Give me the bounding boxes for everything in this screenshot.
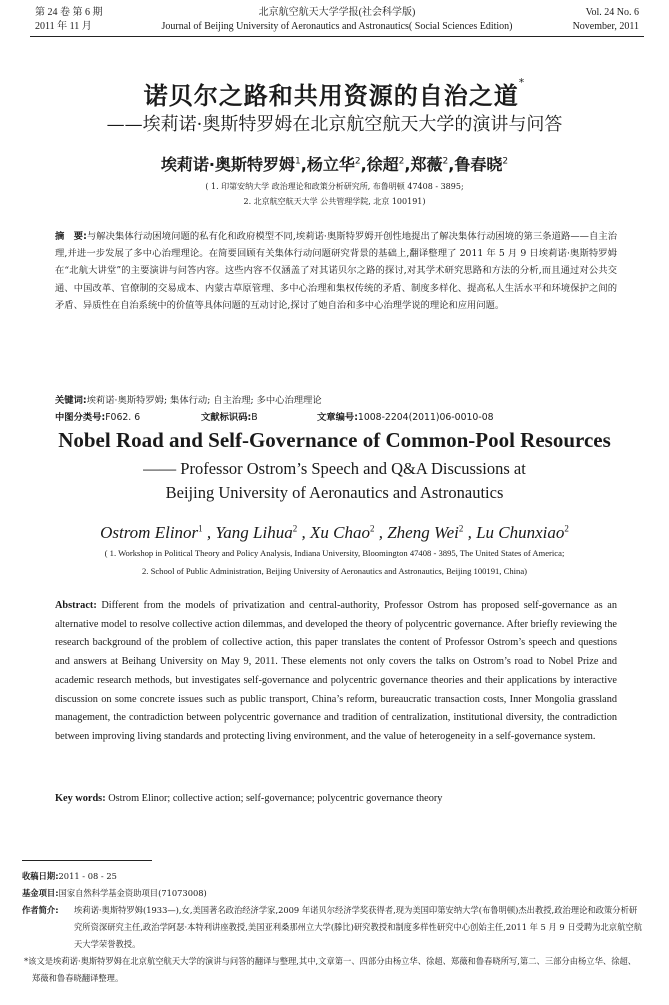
article-no-value: 1008-2204(2011)06-0010-08: [357, 412, 494, 423]
title-footnote-mark: *: [518, 76, 526, 89]
author-sup: 2: [292, 523, 298, 534]
keywords-text-en: Ostrom Elinor; collective action; self-governance; polycentric governance theory: [108, 793, 443, 804]
keywords-label-en: Key words:: [55, 793, 106, 804]
author-name-cn: 郑薇: [410, 155, 443, 174]
issue-date-en: November, 2011: [572, 21, 639, 32]
journal-name-cn: 北京航空航天大学学报(社会科学版): [258, 7, 416, 18]
doc-code-label: 文献标识码:: [201, 412, 252, 423]
english-title: Nobel Road and Self-Governance of Common-Pool Resources: [58, 428, 611, 452]
author-sup: 2: [502, 156, 509, 167]
issue-date-cn: 2011 年 11 月: [35, 21, 92, 32]
chinese-keywords: [55, 392, 617, 406]
author-name-cn: 埃莉诺·奥斯特罗姆: [160, 155, 296, 174]
english-keywords: [55, 793, 617, 804]
author-name-en: Lu Chunxiao: [476, 523, 565, 542]
abstract-label-en: Abstract:: [55, 600, 97, 611]
author-sup: 2: [369, 523, 375, 534]
author-name-en: Xu Chao: [309, 523, 370, 542]
keywords-text-cn: 埃莉诺·奥斯特罗姆; 集体行动; 自主治理; 多中心治理理论: [86, 395, 322, 406]
abstract-text-cn: 与解决集体行动困境问题的私有化和政府模型不同,埃莉诺·奥斯特罗姆开创性地提出了解决集体行动困境的第三条道路——自主治理,并进一步发展了多中心治理理论。在简要回顾有关集体行动问题研究背景的基础上,翻译整理了 2011 年 5 月 9 日埃莉诺·奥斯特罗姆在“北航大讲堂”的主要演讲与问答内容。这些内容不仅涵盖了对其诺贝尔之路的探讨,对其学术研究思路和方法的分析,而且通过对公共交通、中国改革、官僚制的交易成本、内蒙古草原管理、多中心治理和集权传统的矛盾、制度多样化、提高私人生活水平和环境保护之间的矛盾、异质性在自治系统中的价值等具体问题的互动讨论,探讨了她自治和多中心治理学说的理论和应用问题。: [55, 231, 618, 311]
author-sup: 2: [458, 523, 464, 534]
author-name-cn: 徐超: [366, 155, 399, 174]
doc-code-value: B: [251, 412, 258, 423]
chinese-title-text: 诺贝尔之路和共用资源的自治之道: [143, 82, 519, 110]
volume-issue-cn: 第 24 卷 第 6 期: [35, 7, 103, 18]
fund-label: 基金项目:: [22, 888, 59, 898]
footnote-rule: [22, 860, 152, 861]
author-sup: 2: [442, 156, 449, 167]
footnote-fund: [22, 885, 644, 902]
footnote-note: [22, 953, 644, 987]
author-name-en: Ostrom Elinor: [100, 523, 199, 542]
running-head: [35, 6, 639, 36]
chinese-subtitle: ——埃莉诺·奥斯特罗姆在北京航空航天大学的演讲与问答: [106, 114, 563, 135]
author-name-cn: 鲁春晓: [454, 155, 503, 174]
author-sup: 2: [564, 523, 569, 534]
footnotes: [22, 868, 644, 987]
chinese-affiliation-2: 2. 北京航空航天大学 公共管理学院, 北京 100191): [243, 197, 426, 206]
author-bio-value: 埃莉诺·奥斯特罗姆(1933—),女,美国著名政治经济学家,2009 年诺贝尔经济学奖获得者,现为美国印第安纳大学(布鲁明顿)杰出教授,政治理论和政策分析研究所资深研究主任,政治学阿瑟·本特利讲座教授,美国亚利桑那州立大学(滕比)研究教授和制度多样性研究中心创始主任,2011 年 5 月 9 日受聘为北京航空航天大学荣誉教授。: [74, 905, 642, 949]
header-rule: [30, 36, 644, 37]
author-bio-label: 作者简介:: [22, 905, 59, 915]
footnote-received: [22, 868, 644, 885]
fund-value: 国家自然科学基金资助项目(71073008): [58, 888, 207, 898]
author-name-en: Yang Lihua: [215, 523, 293, 542]
abstract-label-cn: 摘 要:: [55, 231, 87, 242]
received-label: 收稿日期:: [22, 871, 59, 881]
footnote-author: [22, 902, 644, 953]
clc-label: 中图分类号:: [55, 412, 106, 423]
english-affiliation-1: ( 1. Workshop in Political Theory and Policy Analysis, Indiana University, Bloomington 47408 - 3895, The United States of America;: [104, 548, 565, 558]
author-sup: 2: [354, 156, 361, 167]
author-sup: 1: [295, 156, 301, 167]
clc-value: F062. 6: [105, 412, 141, 423]
chinese-abstract: [55, 228, 617, 314]
article-no-label: 文章编号:: [317, 412, 358, 423]
received-value: 2011 - 08 - 25: [58, 871, 117, 881]
chinese-title: [0, 76, 669, 111]
note-mark: *: [24, 956, 29, 966]
journal-name-en: Journal of Beijing University of Aeronautics and Astronautics( Social Sciences Edition): [161, 21, 513, 32]
english-subtitle-line-1: —— Professor Ostrom’s Speech and Q&A Discussions at: [143, 459, 526, 478]
english-affiliation-2: 2. School of Public Administration, Beijing University of Aeronautics and Astronautics, Beijing 100191, China): [141, 566, 527, 576]
keywords-label-cn: 关键词:: [55, 395, 87, 406]
chinese-affiliation-1: ( 1. 印第安纳大学 政治理论和政策分析研究所, 布鲁明顿 47408 - 3895;: [205, 182, 464, 191]
volume-issue-en: Vol. 24 No. 6: [585, 7, 639, 18]
note-text: 该文是埃莉诺·奥斯特罗姆在北京航空航天大学的演讲与问答的翻译与整理,其中,文章第一、四部分由杨立华、徐超、郑薇和鲁春晓所写,第二、三部分由杨立华、徐超、郑薇和鲁春晓翻译整理。: [28, 956, 637, 983]
author-name-cn: 杨立华: [306, 155, 355, 174]
chinese-authors: 埃莉诺·奥斯特罗姆$^1$,杨立华$^2$,徐超$^2$,郑薇$^2$,鲁春晓$^2$: [160, 155, 509, 174]
abstract-text-en: Different from the models of privatization and central-authority, Professor Ostrom has proposed self-governance as an alternative model to resolve collective action dilemmas, and developed the theory of polycentric governance. After briefly reviewing the research background of the problem of collective action, this paper translates the content of Professor Ostrom’s speech and questions and answers at Beihang University on May 9, 2011. These elements not only covers the talks on Ostrom’s road to Nobel Prize and academic research methods, but investigates self-governance and polycentric governance theories and their applications by interactive discussion on some concrete issues such as public transport, China’s reform, bureaucratic transaction costs, Inner Mongolia grassland management, the contradiction between polycentric governance and tradition of centralization, institutional diversity, the contradiction between improving living standards and protecting living environment, and the value of heterogeneity in a self-governance system.: [55, 600, 617, 742]
author-sup: 2: [398, 156, 405, 167]
english-subtitle-line-2: Beijing University of Aeronautics and Astronautics: [165, 483, 504, 502]
english-abstract: [55, 597, 617, 747]
english-authors: Ostrom Elinor$^1$ , Yang Lihua$^2$ , Xu Chao$^2$ , Zheng Wei$^2$ , Lu Chunxiao$^2$: [100, 523, 569, 542]
author-name-en: Zheng Wei: [387, 523, 459, 542]
author-sup: 1: [198, 523, 203, 534]
